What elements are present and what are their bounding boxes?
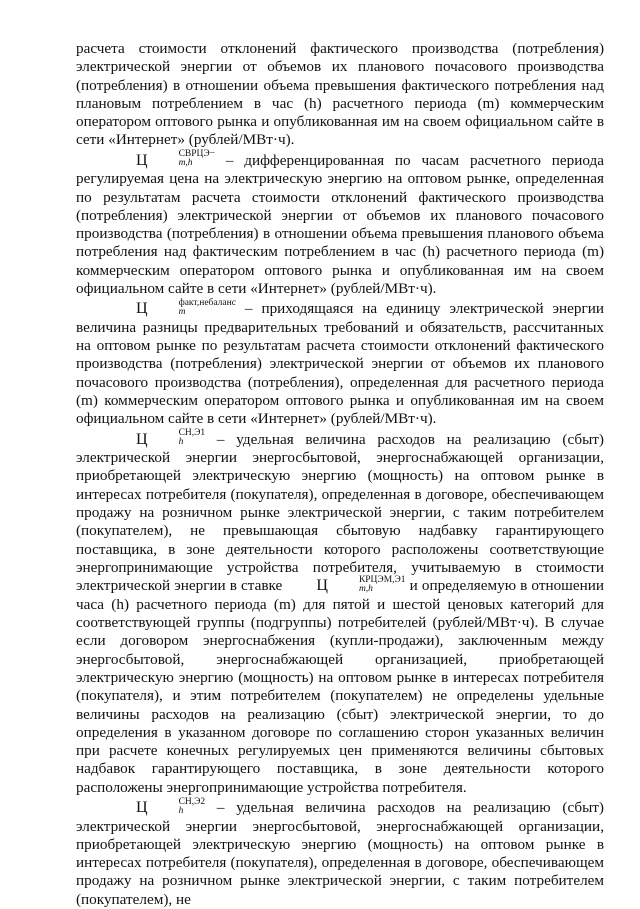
- paragraph-continuation: [76, 40, 604, 150]
- paragraph-text: – приходящаяся на единицу электрической энергии величина разницы предварительных требований и обязательств, рассчитанных на оптовом рынке по результатам расчета стоимости отклонений фактического производства (потребления) электрической энергии от объемов их планового почасового производства (потребления), определенная для расчетного периода (m) коммерческим оператором оптового рынка и опубликованная им на своем официальном сайте в сети «Интернет» (рублей/МВт·ч).: [76, 300, 604, 428]
- formula-symbol-sn-e1: Ц СН,Э1 h: [136, 428, 206, 448]
- paragraph-fact-imbalance: [76, 297, 604, 428]
- formula-symbol-sn-e2: Ц СН,Э2 h: [136, 796, 206, 817]
- paragraph-text: – удельная величина расходов на реализацию (сбыт) электрической энергии энергосбытовой, энергоснабжающей организации, приобретающей электрическую энергию (мощность) на оптовом рынке в интересах потребителя (покупателя), определенная в договоре, обеспечивающем продажу на розничном рынке электрической энергии, с таким потребителем (покупателем), не превышающая сбытовую надбавку гарантирующего поставщика, в зоне деятельности которого расположены соответствующие энергопринимающие устройства потребителя, учитываемую в стоимости электрической энергии в ставке: [76, 430, 604, 595]
- document-page: [76, 40, 604, 909]
- formula-symbol-krcem-e1: Ц КРЦЭМ,Э1 m,h: [316, 574, 406, 595]
- paragraph-text-continued: и определяемую в отношении часа (h) расчетного периода (m) для пятой и шестой ценовых категорий для соответствующей группы (подгруппы) потребителей (рублей/МВт·ч). В случае если договором энергоснабжения (купли-продажи), заключенным между энергосбытовой, энергоснабжающей организацией, приобретающей электрическую энергию (мощность) на оптовом рынке в интересах потребителя (покупателя), и этим потребителем (покупателем) не определены удельные величины расходов на реализацию (сбыт) электрической энергии, то до определения в указанном договоре по соглашению сторон указанных величин при расчете конечных регулируемых цен применяются величины сбытовых надбавок гарантирующего поставщика, в зоне деятельности которого расположены энергопринимающие устройства потребителя.: [76, 577, 604, 796]
- formula-symbol-svrce: Ц СВРЦЭ− m,h: [136, 149, 216, 169]
- paragraph-sn-e2: [76, 796, 604, 909]
- paragraph-text: – дифференцированная по часам расчетного периода регулируемая цена на электрическую энергию на оптовом рынке, определенная по результатам расчета стоимости отклонений фактического производства (потребления) электрической энергии от объемов их планового почасового производства (потребления) в отношении объема превышения планового объема потребления над фактическим потреблением в час (h) расчетного периода (m) коммерческим оператором оптового рынка и опубликованная им на своем официальном сайте в сети «Интернет» (рублей/МВт·ч).: [76, 151, 604, 298]
- paragraph-text: расчета стоимости отклонений фактического производства (потребления) электрической энергии от объемов их планового почасового производства (потребления) в отношении объема превышения фактического потребления над плановым потреблением в час (h) расчетного периода (m) коммерческим оператором оптового рынка и опубликованная им на своем официальном сайте в сети «Интернет» (рублей/МВт·ч).: [76, 40, 604, 149]
- paragraph-svrce-price: [76, 149, 604, 299]
- formula-symbol-fact-imbalance: Ц факт,небаланс m: [136, 297, 236, 318]
- paragraph-sn-e1: [76, 428, 604, 797]
- paragraph-text: – удельная величина расходов на реализацию (сбыт) электрической энергии энергосбытовой, энергоснабжающей организации, приобретающей электрическую энергию (мощность) на оптовом рынке в интересах потребителя (покупателя), определенная в договоре, обеспечивающем продажу на розничном рынке электрической энергии, с таким потребителем (покупателем), не: [76, 799, 604, 908]
